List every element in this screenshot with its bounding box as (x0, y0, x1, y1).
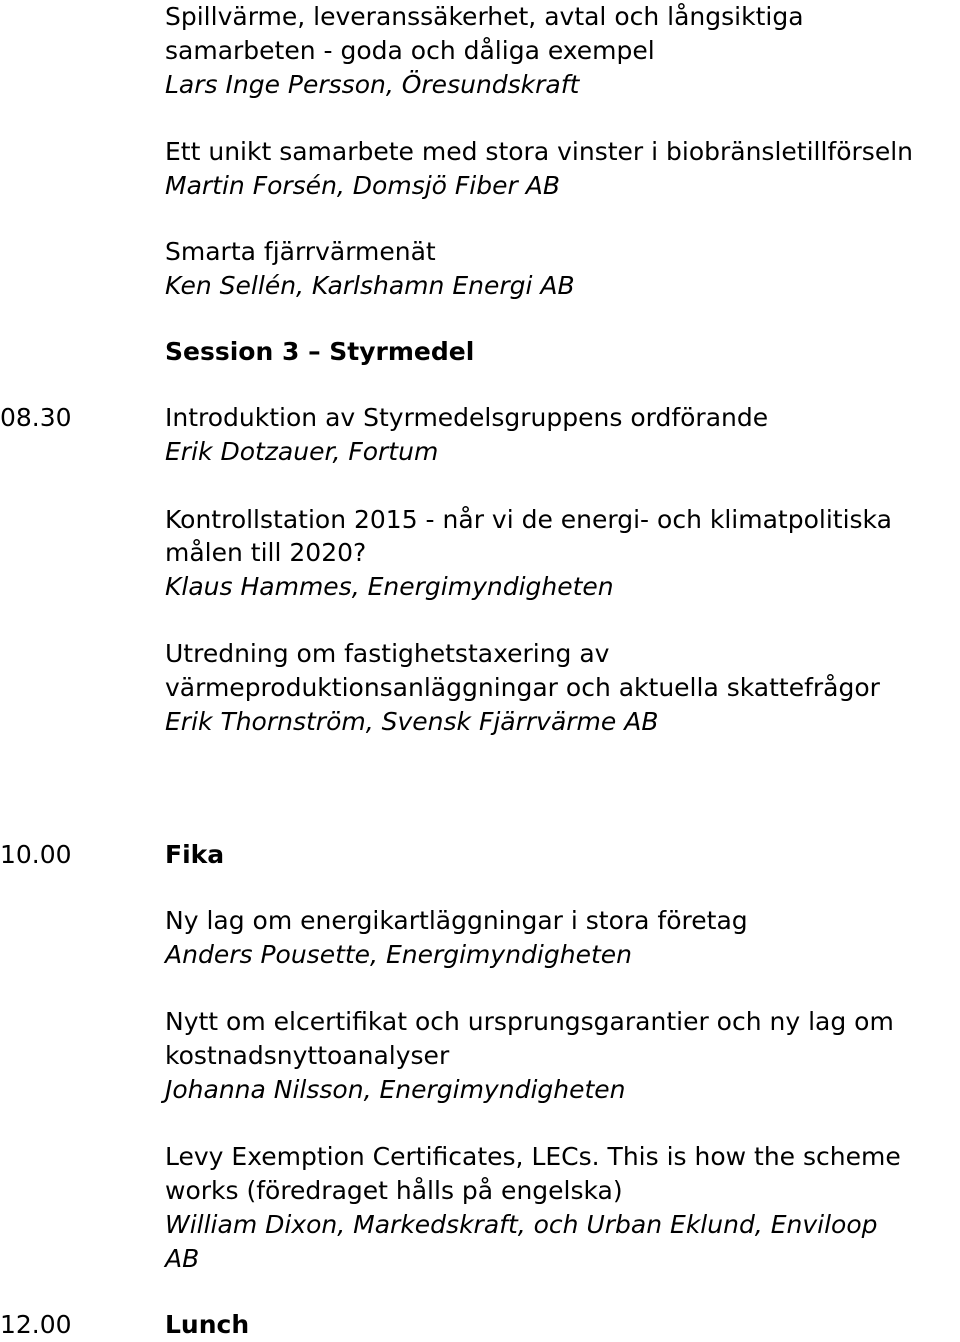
talk-title: målen till 2020? (165, 538, 367, 567)
talk-title: Spillvärme, leveranssäkerhet, avtal och långsiktiga (165, 2, 804, 31)
speaker: William Dixon, Markedskraft, och Urban Eklund, Enviloop (165, 1210, 878, 1239)
speaker: AB (165, 1244, 200, 1273)
speaker: Lars Inge Persson, Öresundskraft (165, 70, 580, 99)
talk-title: värmeproduktionsanläggningar och aktuella skattefrågor (165, 673, 880, 702)
talk-title: samarbeten - goda och dåliga exempel (165, 36, 655, 65)
break-label: Fika (165, 840, 225, 869)
session-heading: Session 3 – Styrmedel (165, 337, 475, 366)
time-label: 12.00 (0, 1310, 72, 1339)
speaker: Martin Forsén, Domsjö Fiber AB (165, 171, 560, 200)
speaker: Ken Sellén, Karlshamn Energi AB (165, 271, 575, 300)
talk-title: Ny lag om energikartläggningar i stora företag (165, 906, 748, 935)
time-label: 08.30 (0, 403, 72, 432)
talk-title: Utredning om fastighetstaxering av (165, 639, 610, 668)
talk-title: Introduktion av Styrmedelsgruppens ordförande (165, 403, 769, 432)
break-label: Lunch (165, 1310, 250, 1339)
talk-title: Smarta fjärrvärmenät (165, 237, 436, 266)
speaker: Erik Thornström, Svensk Fjärrvärme AB (165, 707, 659, 736)
speaker: Johanna Nilsson, Energimyndigheten (165, 1075, 626, 1104)
speaker: Anders Pousette, Energimyndigheten (165, 940, 632, 969)
speaker: Klaus Hammes, Energimyndigheten (165, 572, 614, 601)
talk-title: Kontrollstation 2015 - når vi de energi- och klimatpolitiska (165, 505, 892, 534)
speaker: Erik Dotzauer, Fortum (165, 437, 439, 466)
time-label: 10.00 (0, 840, 72, 869)
talk-title: Nytt om elcertifikat och ursprungsgarantier och ny lag om (165, 1007, 894, 1036)
talk-title: Ett unikt samarbete med stora vinster i biobränsletillförseln (165, 137, 913, 166)
talk-title: kostnadsnyttoanalyser (165, 1041, 450, 1070)
talk-title: works (föredraget hålls på engelska) (165, 1176, 623, 1205)
talk-title: Levy Exemption Certificates, LECs. This is how the scheme (165, 1142, 901, 1171)
